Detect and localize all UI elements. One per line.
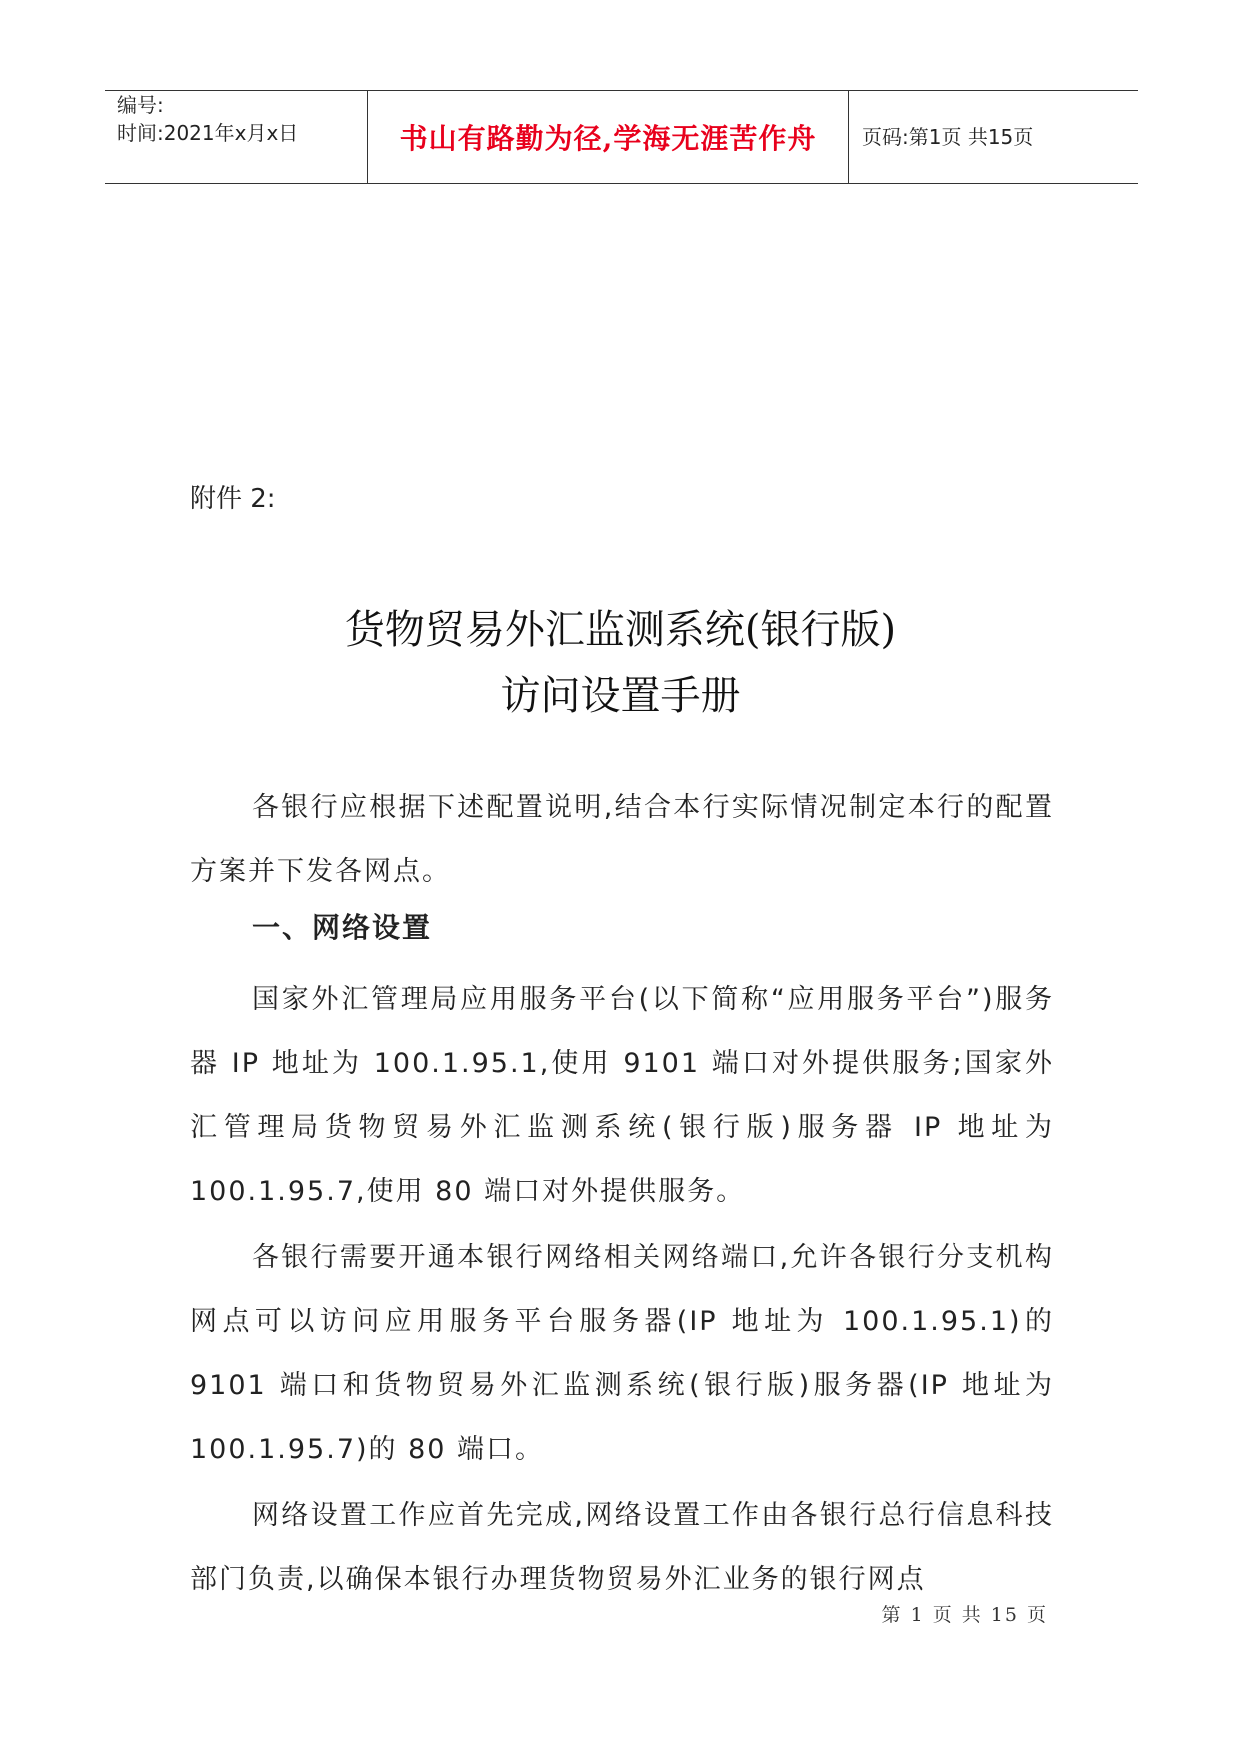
document-title-line2: 访问设置手册 <box>500 673 741 719</box>
header-page-info: 页码:第1页 共15页 <box>862 125 1034 149</box>
intro-paragraph: 各银行应根据下述配置说明,结合本行实际情况制定本行的配置方案并下发各网点。 <box>190 792 1054 887</box>
document-header-table <box>105 90 1138 184</box>
body-paragraph-1: 国家外汇管理局应用服务平台(以下简称“应用服务平台”)服务器 IP 地址为 100.1.95.1,使用 9101 端口对外提供服务;国家外汇管理局货物贸易外汇监测系统(银行版)服务器 IP 地址为 100.1.95.7,使用 80 端口对外提供服务。 <box>190 984 1054 1207</box>
body-paragraph-3: 网络设置工作应首先完成,网络设置工作由各银行总行信息科技部门负责,以确保本银行办理货物贸易外汇业务的银行网点 <box>190 1500 1054 1595</box>
header-motto-cell <box>368 91 849 183</box>
page-footer: 第 1 页 共 15 页 <box>881 1604 1048 1626</box>
header-meta-cell <box>105 91 368 183</box>
section-heading-network: 一、网络设置 <box>252 911 433 944</box>
document-number-label: 编号: <box>117 93 164 117</box>
header-motto: 书山有路勤为径,学海无涯苦作舟 <box>399 122 817 155</box>
header-page-cell <box>850 91 1138 183</box>
body-paragraph-2: 各银行需要开通本银行网络相关网络端口,允许各银行分支机构网点可以访问应用服务平台服务器(IP 地址为 100.1.95.1)的 9101 端口和货物贸易外汇监测系统(银行版)服务器(IP 地址为 100.1.95.7)的 80 端口。 <box>190 1242 1054 1465</box>
attachment-label: 附件 2: <box>190 484 276 514</box>
document-time-label: 时间:2021年x月x日 <box>117 121 299 145</box>
document-title-line1: 货物贸易外汇监测系统(银行版) <box>344 607 897 653</box>
